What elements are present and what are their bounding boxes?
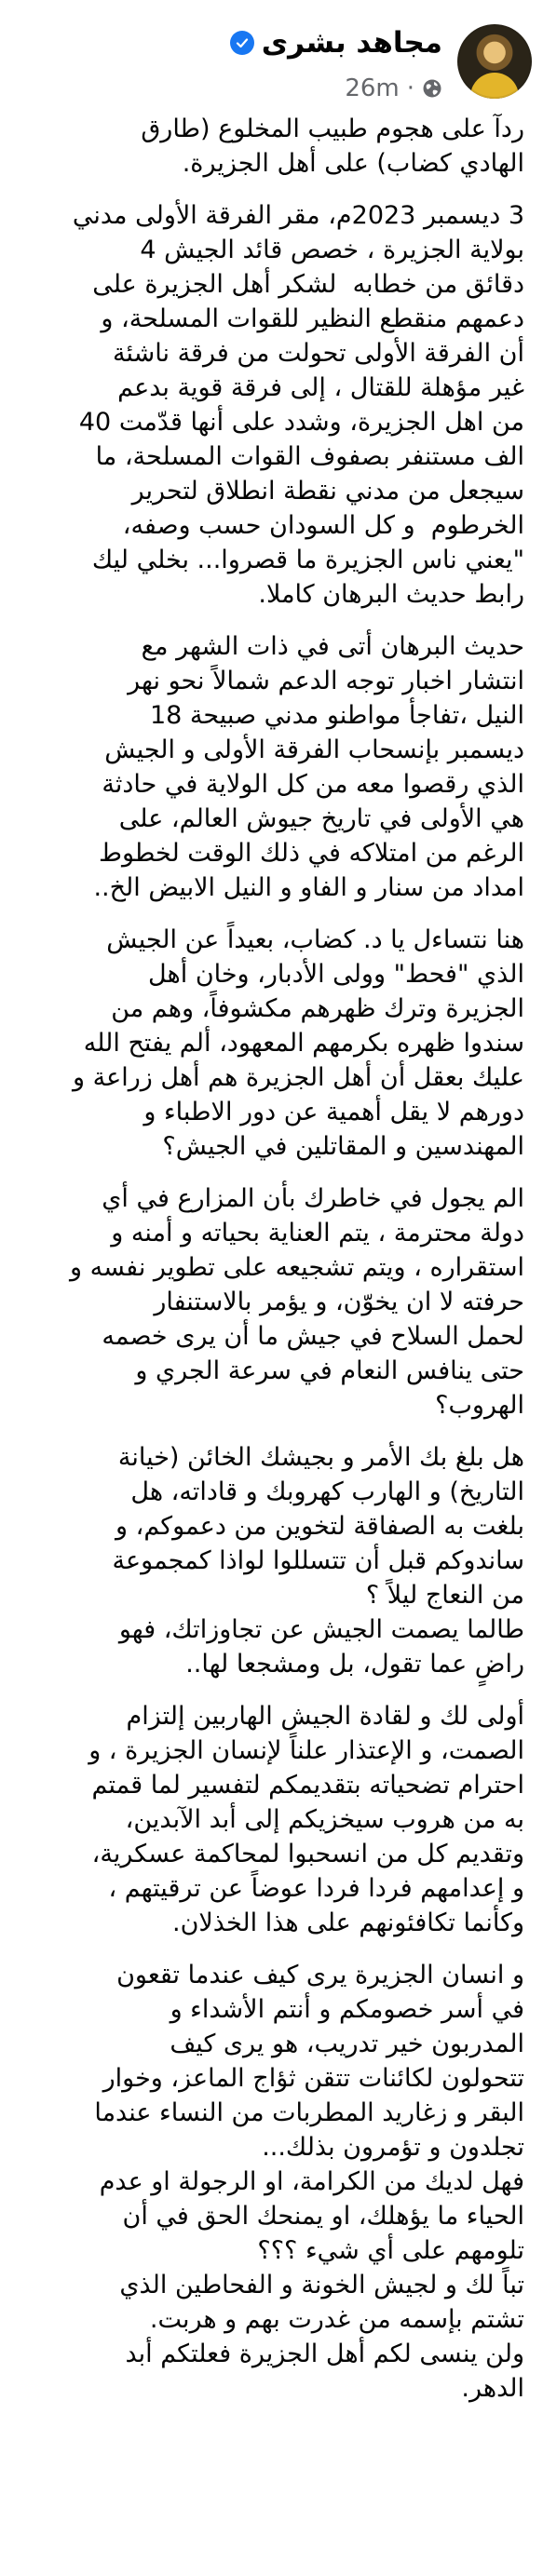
post-paragraph: أولى لك و لقادة الجيش الهاربين إلتزام الصمت، و الإعتذار علناً لإنسان الجزيرة ، و احترام تضحياته بتقديمكم لتفسير لما قمتم به من هروب سيخزيكم إلى أبد الآبدين، وتقديم كل من انسحبوا لمحاكمة عسكرية، و إعدامهم فردا فردا عوضاً عن ترقيتهم ، وكأنما تكافئونهم على هذا الخذلان. xyxy=(88,1702,524,1937)
post-paragraph: الم يجول في خاطرك بأن المزارع في أي دولة محترمة ، يتم العناية بحياته و أمنه و استقراره ، ويتم تشجيعه على تطوير نفسه و حرفته لا ان يخوّن، و يؤمر بالاستنفار لحمل السلاح في جيش ما أن يرى خصمه حتى ينافس النعام في سرعة الجري و الهروب؟ xyxy=(69,1184,524,1420)
post-paragraph: و انسان الجزيرة يرى كيف عندما تقعون في أسر خصومكم و أنتم الأشداء و المدربون خير تدريب، هو يرى كيف تتحولون لكائنات تتقن ثؤاج الماعز، وخوار البقر و زغاريد المطربات من النساء عندما تجلدون و تؤمرون بذلك... فهل لديك من الكرامة، او الرجولة او عدم الحياء ما يؤهلك، او يمنحك الحق في أن تلومهم على أي شيء ؟؟؟ تباً لك و لجيش الخونة و الفحاطين الذي تشتم بإسمه من غدرت بهم و هربت. ولن ينسى لكم أهل الجزيرة فعلتكم أبد الدهر. xyxy=(94,1961,524,2403)
avatar[interactable] xyxy=(457,24,532,99)
post-paragraph: هل بلغ بك الأمر و بجيشك الخائن (خيانة التاريخ) و الهارب كهروبك و قاداته، هل بلغت به الصفاقة لتخوين من دعموكم، و ساندوكم قبل أن تتسللوا لواذا كمجموعة من النعاج ليلاً ؟ طالما يصمت الجيش عن تجاوزاتك، فهو راضٍ عما تقول، بل ومشجعا لها.. xyxy=(112,1443,524,1679)
checkmark-icon xyxy=(235,35,250,50)
post-paragraph: ردآ على هجوم طبيب المخلوع (طارق الهادي كضاب) على أهل الجزيرة. xyxy=(141,115,524,178)
post-timestamp[interactable]: 26m xyxy=(345,74,400,102)
avatar-ring xyxy=(457,24,532,99)
post-paragraph: 3 ديسمبر 2023م، مقر الفرقة الأولى مدني بولاية الجزيرة ، خصص قائد الجيش 4 دقائق من خطابه لشكر أهل الجزيرة على دعمهم منقطع النظير للقوات المسلحة، و أن الفرقة الأولى تحولت من فرقة ناشئة غير مؤهلة للقتال ، إلى فرقة قوية بدعم من اهل الجزيرة، وشدد على أنها قدّمت 40 الف مستنفر بصفوف القوات المسلحة، ما سيجعل من مدني نقطة انطلاق لتحرير الخرطوم و كل السودان حسب وصفه، "يعني ناس الجزيرة ما قصروا... بخلي ليك رابط حديث البرهان كاملا. xyxy=(72,201,524,609)
post-paragraph: حديث البرهان أتى في ذات الشهر مع انتشار اخبار توجه الدعم شمالاً نحو نهر النيل ،تفاجأ مواطنو مدني صبيحة 18 ديسمبر بإنسحاب الفرقة الأولى و الجيش الذي رقصوا معه من كل الولاية في حادثة هي الأولى في تاريخ جيوش العالم، على الرغم من امتلاكه في ذلك الوقت لخطوط امداد من سنار و الفاو و النيل الابيض الخ.. xyxy=(93,632,524,902)
verified-badge-icon xyxy=(230,31,254,55)
post-paragraph: هنا نتساءل يا د. كضاب، بعيداً عن الجيش الذي "فحط" وولى الأدبار، وخان أهل الجزيرة وترك ظهرهم مكشوفاً، وهم من سندوا ظهره بكرمهم المعهود، ألم يفتح الله عليك بعقل أن أهل الجزيرة هم أهل زراعة و دورهم لا يقل أهمية عن دور الاطباء و المهندسين و المقاتلين في الجيش؟ xyxy=(73,925,524,1161)
post-body xyxy=(21,112,524,2423)
post-meta xyxy=(345,74,442,102)
author-name[interactable]: مجاهد بشرى xyxy=(261,26,442,60)
meta-separator: · xyxy=(406,74,414,102)
author-row xyxy=(230,26,442,60)
globe-icon[interactable] xyxy=(422,78,442,99)
post-header xyxy=(0,9,543,102)
